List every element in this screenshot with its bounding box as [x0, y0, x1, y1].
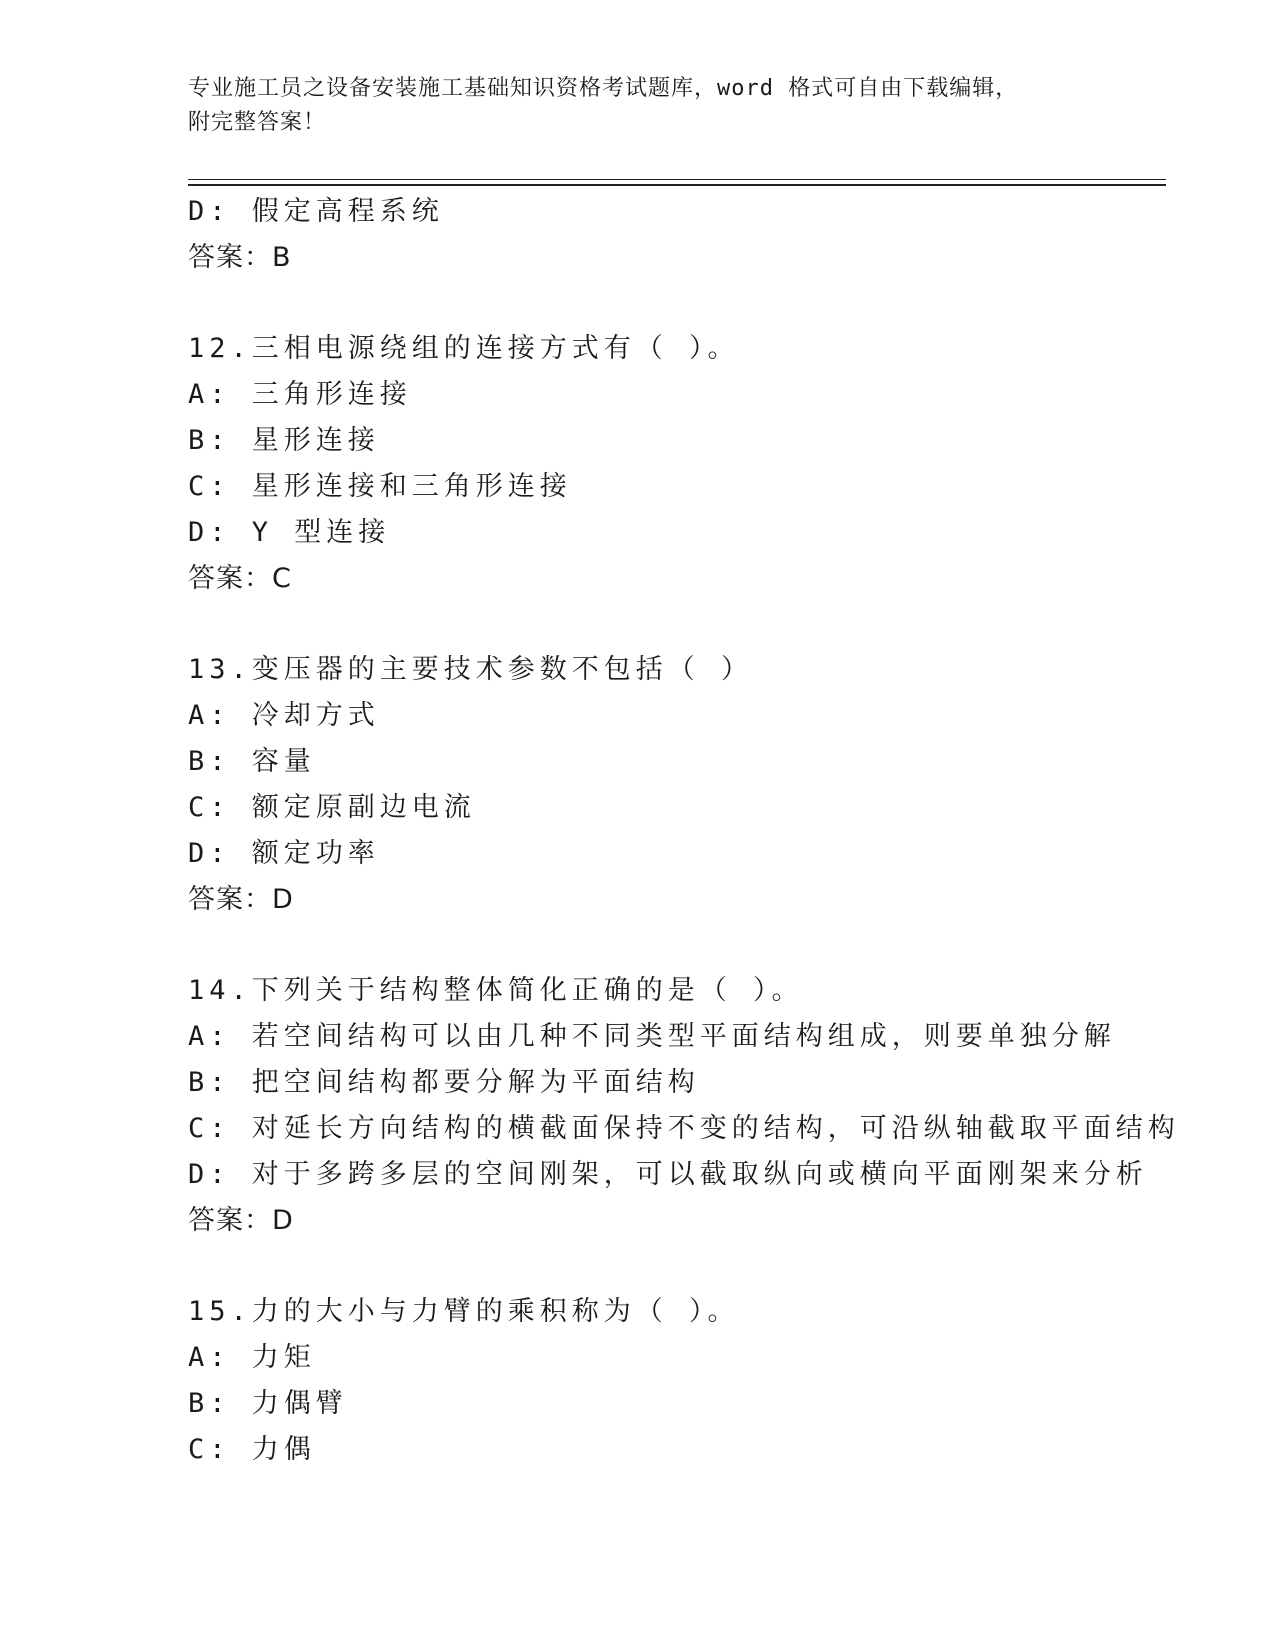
- answer-line: 答案：B: [188, 242, 292, 273]
- option-c: C: 力偶: [188, 1434, 316, 1465]
- option-d: D: 假定高程系统: [188, 196, 444, 227]
- option-d: D: 额定功率: [188, 838, 380, 869]
- header-divider-thin: [188, 179, 1166, 180]
- header-divider-thick: [188, 184, 1166, 186]
- option-b: B: 力偶臂: [188, 1388, 348, 1419]
- question-stem: 14.下列关于结构整体简化正确的是（ ）。: [188, 975, 804, 1006]
- question-stem: 12.三相电源绕组的连接方式有（ ）。: [188, 333, 740, 364]
- question-list: [188, 189, 1180, 1473]
- question-13: [188, 647, 1168, 923]
- option-a: A: 力矩: [188, 1342, 316, 1373]
- option-a: A: 三角形连接: [188, 379, 412, 410]
- answer-line: 答案：C: [188, 563, 292, 594]
- option-c: C: 对延长方向结构的横截面保持不变的结构，可沿纵轴截取平面结构: [188, 1113, 1180, 1144]
- document-header: [188, 72, 1088, 140]
- question-stem: 13.变压器的主要技术参数不包括（ ）: [188, 654, 754, 685]
- option-d: D: 对于多跨多层的空间刚架，可以截取纵向或横向平面刚架来分析: [188, 1159, 1148, 1190]
- option-a: A: 若空间结构可以由几种不同类型平面结构组成，则要单独分解: [188, 1021, 1116, 1052]
- option-b: B: 容量: [188, 746, 316, 777]
- option-b: B: 把空间结构都要分解为平面结构: [188, 1067, 700, 1098]
- option-a: A: 冷却方式: [188, 700, 380, 731]
- question-12: [188, 326, 1168, 602]
- header-line-2: 附完整答案！: [188, 110, 327, 135]
- question-14: [188, 968, 1180, 1244]
- answer-line: 答案：D: [188, 1205, 294, 1236]
- question-stem: 15.力的大小与力臂的乘积称为（ ）。: [188, 1296, 740, 1327]
- option-b: B: 星形连接: [188, 425, 380, 456]
- answer-line: 答案：D: [188, 884, 294, 915]
- option-c: C: 星形连接和三角形连接: [188, 471, 572, 502]
- option-d: D: Y 型连接: [188, 517, 391, 548]
- header-line-1: 专业施工员之设备安装施工基础知识资格考试题库，word 格式可自由下载编辑，: [188, 76, 1019, 101]
- option-c: C: 额定原副边电流: [188, 792, 476, 823]
- question-15: [188, 1289, 1168, 1473]
